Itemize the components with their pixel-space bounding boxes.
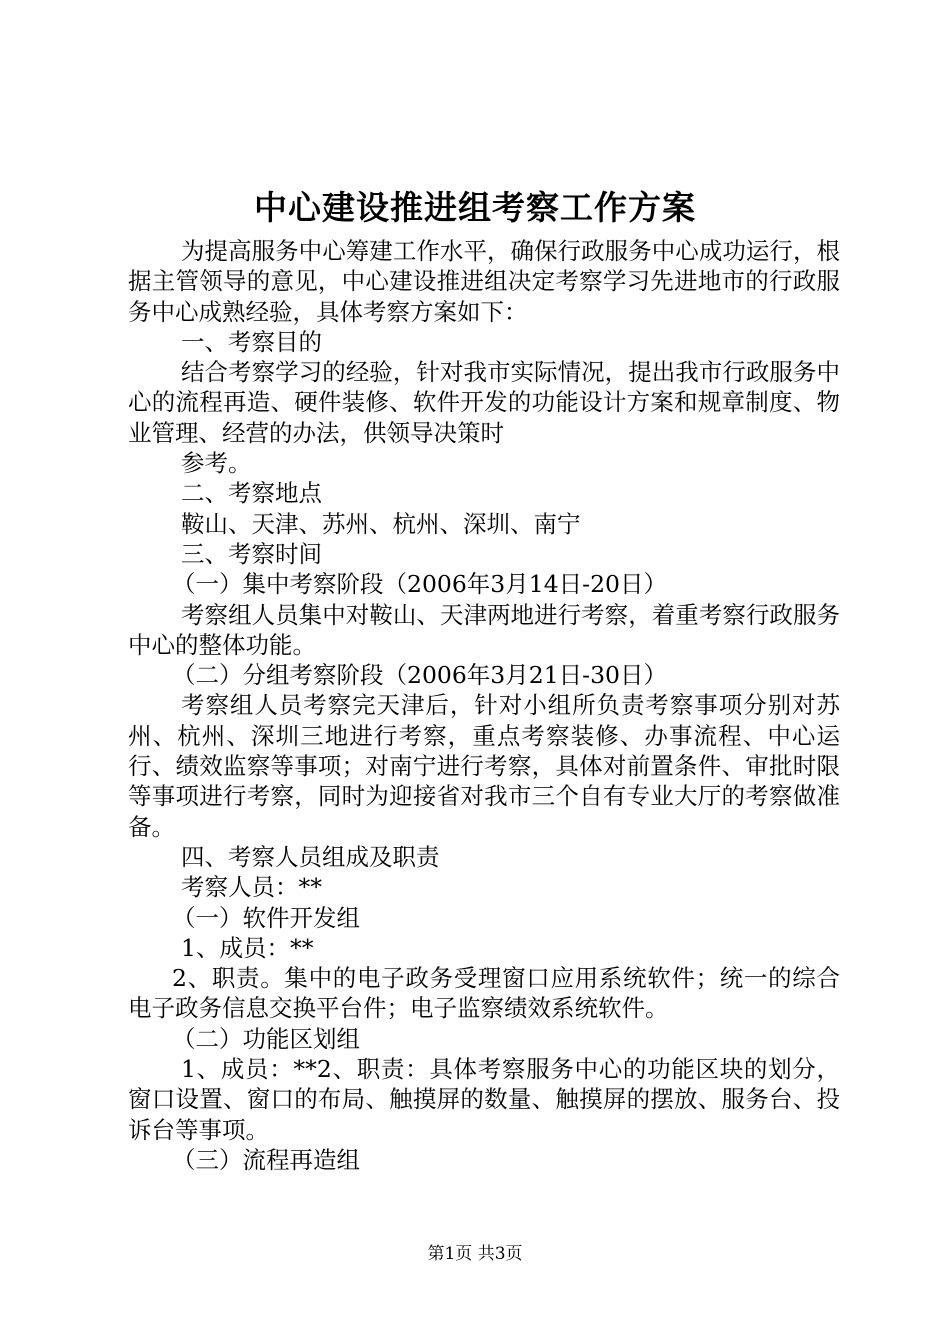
document-body bbox=[128, 236, 840, 1175]
subheading-software-group: （一）软件开发组 bbox=[172, 903, 360, 932]
page-footer: 第1页 共3页 bbox=[427, 1244, 523, 1264]
paragraph-intro: 为提高服务中心筹建工作水平，确保行政服务中心成功运行，根据主管领导的意见，中心建设推进组决定考察学习先进地市的行政服务中心成熟经验，具体考察方案如下： bbox=[128, 237, 840, 326]
document-title: 中心建设推进组考察工作方案 bbox=[254, 188, 696, 227]
paragraph-purpose: 结合考察学习的经验，针对我市实际情况，提出我市行政服务中心的流程再造、硬件装修、软件开发的功能设计方案和规章制度、物业管理、经营的办法，供领导决策时 bbox=[128, 358, 840, 447]
paragraph-personnel: 考察人员：** bbox=[181, 873, 322, 902]
subheading-phase-2: （二）分组考察阶段（2006年3月21日-30日） bbox=[172, 661, 668, 690]
paragraph-phase-2: 考察组人员考察完天津后，针对小组所负责考察事项分别对苏州、杭州、深圳三地进行考察，重点考察装修、办事流程、中心运行、绩效监察等事项；对南宁进行考察，具体对前置条件、审批时限等事项进行考察，同时为迎接省对我市三个自有专业大厅的考察做准备。 bbox=[128, 691, 840, 841]
section-heading-personnel: 四、考察人员组成及职责 bbox=[181, 842, 440, 871]
subheading-function-group: （二）功能区划组 bbox=[172, 1024, 360, 1053]
section-heading-purpose: 一、考察目的 bbox=[181, 327, 322, 356]
section-heading-location: 二、考察地点 bbox=[181, 479, 322, 508]
subheading-phase-1: （一）集中考察阶段（2006年3月14日-20日） bbox=[172, 570, 668, 599]
section-heading-time: 三、考察时间 bbox=[181, 539, 322, 568]
paragraph-purpose-end: 参考。 bbox=[181, 449, 252, 478]
subheading-process-group: （三）流程再造组 bbox=[172, 1145, 360, 1174]
paragraph-software-members: 1、成员：** bbox=[181, 933, 314, 962]
paragraph-location: 鞍山、天津、苏州、杭州、深圳、南宁 bbox=[181, 509, 581, 538]
paragraph-phase-1: 考察组人员集中对鞍山、天津两地进行考察，着重考察行政服务中心的整体功能。 bbox=[128, 600, 840, 659]
paragraph-function-members: 1、成员：**2、职责：具体考察服务中心的功能区块的划分，窗口设置、窗口的布局、触摸屏的数量、触摸屏的摆放、服务台、投诉台等事项。 bbox=[128, 1055, 840, 1144]
paragraph-software-duties: 2、职责。集中的电子政务受理窗口应用系统软件；统一的综合电子政务信息交换平台件；电子监察绩效系统软件。 bbox=[128, 964, 840, 1023]
